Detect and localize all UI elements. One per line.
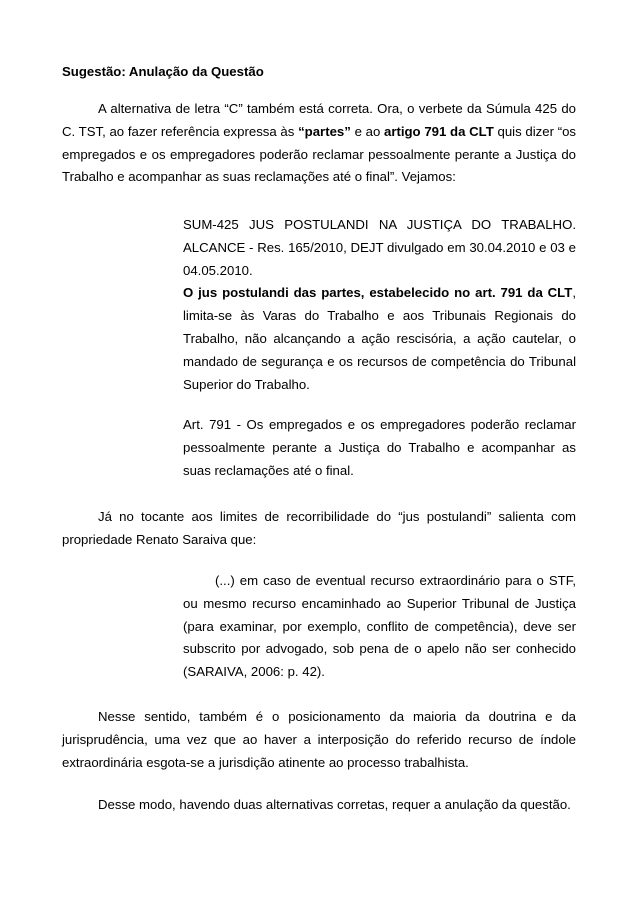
page-title: Sugestão: Anulação da Questão (62, 64, 264, 79)
intro-text-a: A alternativa de letra “C” também está correta. Ora, o verbete da Súmula 425 do C. TST, ao fazer referência expressa às (62, 101, 576, 139)
paragraph-doutrina: Nesse sentido, também é o posicionamento da maioria da doutrina e da jurisprudência, uma vez que ao haver a interposição do referido recurso de índole extraordinária esgota-se a jurisdição atinente ao processo trabalhista. (62, 709, 576, 770)
sumula-bold: O jus postulandi das partes, estabelecido no art. 791 da CLT (183, 285, 573, 301)
paragraph-intro (62, 98, 576, 189)
intro-text-c: e ao (350, 123, 384, 139)
quote-sumula-425 (183, 214, 576, 396)
paragraph-conclusao: Desse modo, havendo duas alternativas corretas, requer a anulação da questão. (98, 797, 571, 812)
sumula-header: SUM-425 JUS POSTULANDI NA JUSTIÇA DO TRABALHO. ALCANCE - Res. 165/2010, DEJT divulgado em 30.04.2010 e 03 e 04.05.2010. (183, 217, 576, 278)
intro-text-d: quis dizer “os empregados e os empregadores poderão reclamar pessoalmente perante a Justiça do Trabalho e acompanhar as suas reclamações até o final”. Vejamos: (62, 123, 577, 185)
intro-bold-artigo: artigo 791 da CLT (383, 123, 494, 139)
quote-art-791: Art. 791 - Os empregados e os empregadores poderão reclamar pessoalmente perante a Justiça do Trabalho e acompanhar as suas reclamações até o final. (183, 417, 576, 478)
quote-saraiva: (...) em caso de eventual recurso extraordinário para o STF, ou mesmo recurso encaminhado ao Superior Tribunal de Justiça (para examinar, por exemplo, conflito de competência), deve ser subscrito por advogado, sob pena de o apelo não ser conhecido (SARAIVA, 2006: p. 42). (183, 573, 576, 680)
paragraph-limites: Já no tocante aos limites de recorribilidade do “jus postulandi” salienta com propriedade Renato Saraiva que: (62, 509, 576, 547)
intro-bold-partes: “partes” (298, 123, 351, 139)
sumula-rest: , limita-se às Varas do Trabalho e aos Tribunais Regionais do Trabalho, não alcançando a ação rescisória, a ação cautelar, o mandado de segurança e os recursos de competência do Tribunal Superior do Trabalho. (183, 285, 576, 392)
